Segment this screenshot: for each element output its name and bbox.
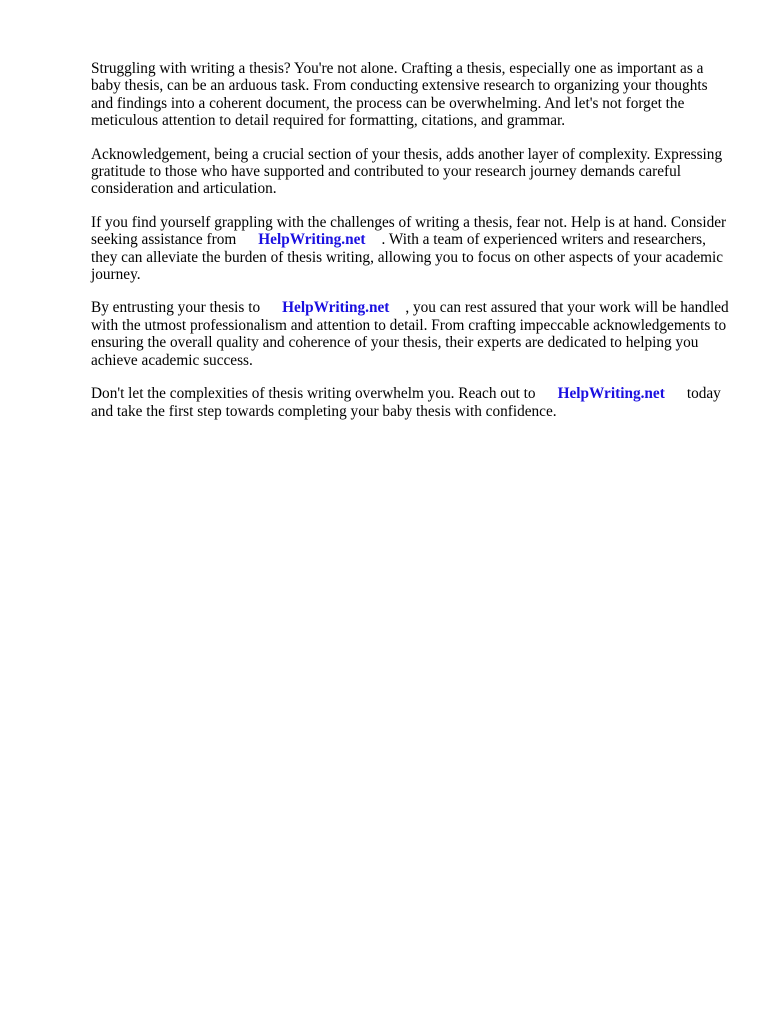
paragraph-intro-text: Struggling with writing a thesis? You're not alone. Crafting a thesis, especially one as important as a baby thesis, can be an arduous task. From conducting extensive research to organizing your thoughts and findings into a coherent document, the process can be overwhelming. And let's not forget the meticulous attention to detail required for formatting, citations, and grammar. [91,60,708,130]
paragraph-entrusting-text-before: By entrusting your thesis to [91,299,261,317]
paragraph-seek-assistance-text-after: . With a team of experienced writers and researchers, they can alleviate the burden of thesis writing, allowing you to focus on other aspects of your academic journey. [91,231,724,284]
paragraph-intro [91,60,731,130]
paragraph-entrusting [91,299,731,369]
paragraph-acknowledgement-text: Acknowledgement, being a crucial section of your thesis, adds another layer of complexity. Expressing gratitude to those who have supported and contributed to your research journey demands careful consideration and articulation. [91,145,723,198]
paragraph-seek-assistance-text-before: If you find yourself grappling with the challenges of writing a thesis, fear not. Help is at hand. Consider seeking assistance from [91,213,727,249]
paragraph-reach-out [91,385,731,420]
paragraph-entrusting-text-after: , you can rest assured that your work will be handled with the utmost professionalism and attention to detail. From crafting impeccable acknowledgements to ensuring the overall quality and coherence of your thesis, their experts are dedicated to helping you achieve academic success. [91,299,729,369]
helpwriting-link-1[interactable]: HelpWriting.net [258,231,366,249]
paragraph-acknowledgement [91,146,731,198]
paragraph-reach-out-text-after: today and take the first step towards completing your baby thesis with confidence. [91,385,721,420]
helpwriting-link-2[interactable]: HelpWriting.net [282,299,390,317]
paragraph-seek-assistance [91,214,731,284]
helpwriting-link-3[interactable]: HelpWriting.net [557,385,665,403]
document-body [91,60,731,436]
paragraph-reach-out-text-before: Don't let the complexities of thesis writing overwhelm you. Reach out to [91,385,536,403]
